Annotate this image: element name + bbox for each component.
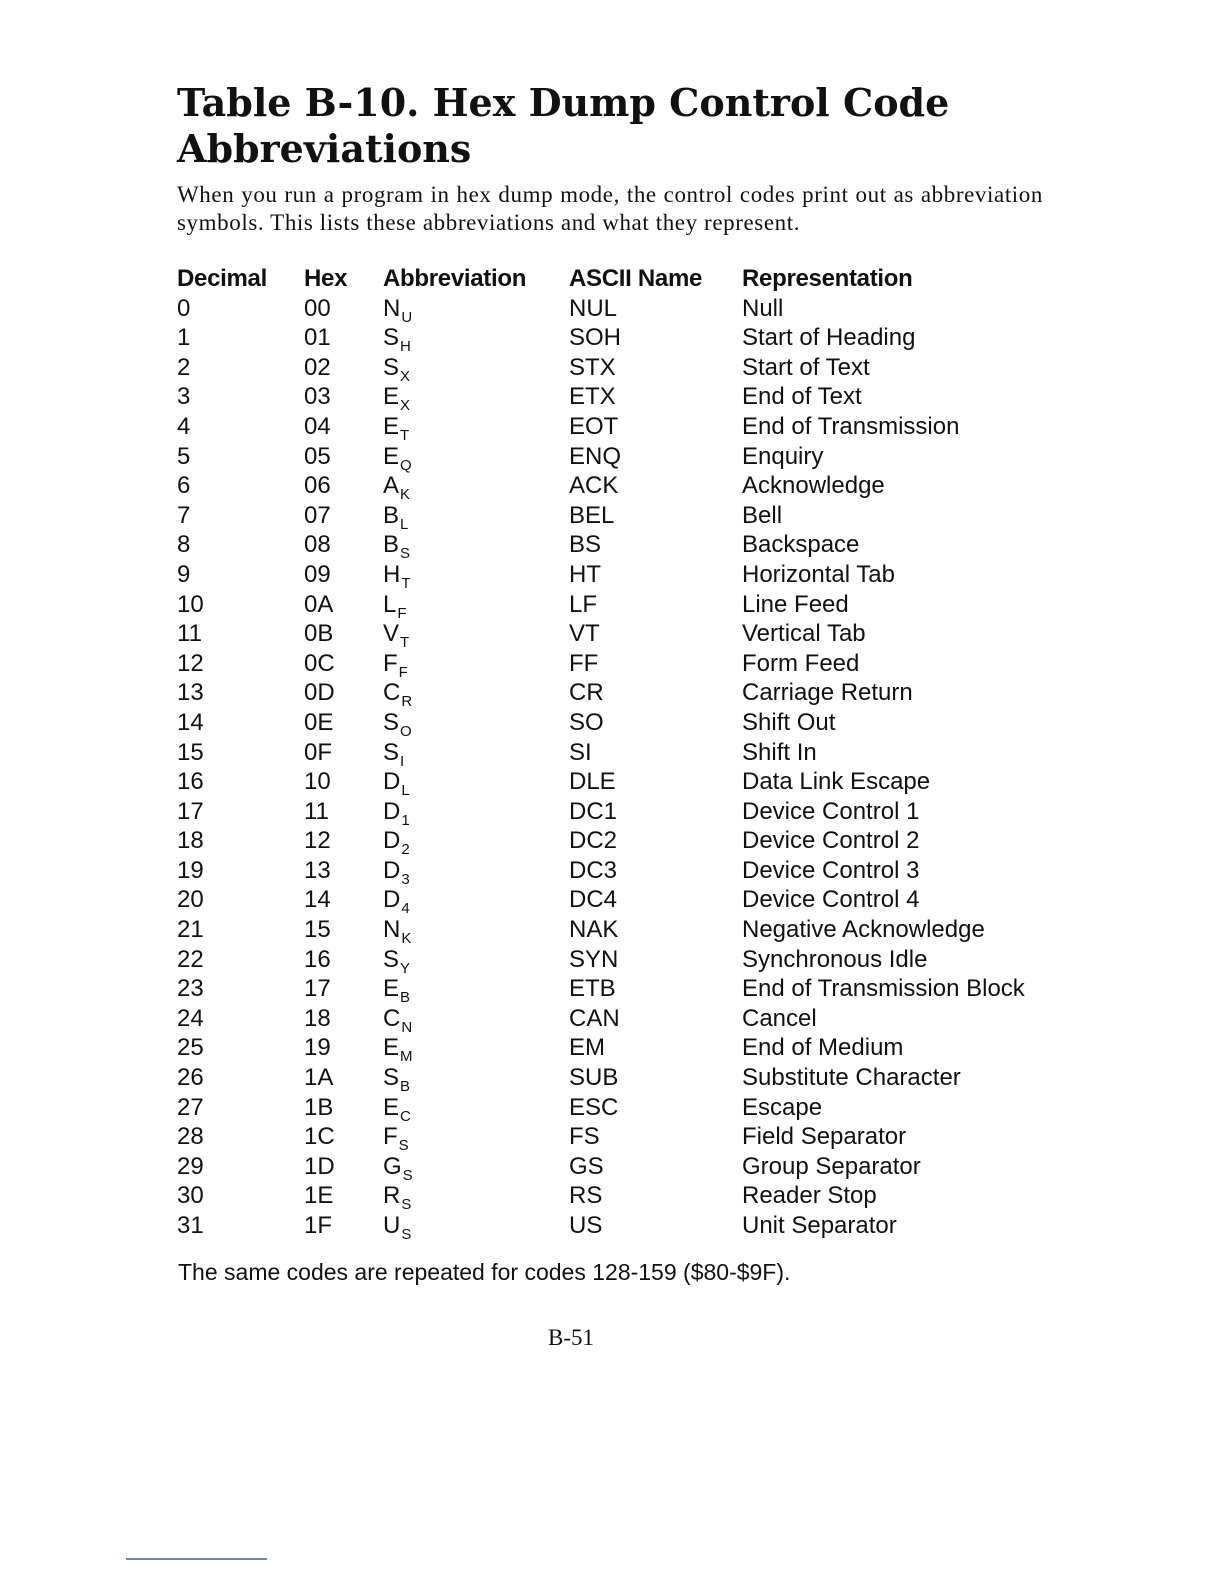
abbreviation-subscript: F <box>397 604 407 622</box>
abbreviation-letter: C <box>383 679 401 707</box>
abbreviation-letter: S <box>383 738 400 766</box>
header-hex: Hex <box>304 265 348 292</box>
ascii-name-cell: NAK <box>569 916 619 944</box>
hex-cell: 08 <box>304 531 331 559</box>
hex-cell: 0F <box>304 738 333 766</box>
abbreviation-cell <box>383 471 410 504</box>
abbreviation-subscript: T <box>401 574 411 592</box>
ascii-name-cell: EOT <box>569 412 619 440</box>
table-row <box>177 382 1057 415</box>
abbreviation-subscript: Q <box>400 456 412 474</box>
abbreviation-subscript: C <box>400 1107 411 1125</box>
hex-cell: 1A <box>304 1064 334 1092</box>
abbreviation-cell <box>383 590 407 623</box>
decimal-cell: 5 <box>177 442 191 470</box>
decimal-cell: 22 <box>177 945 204 973</box>
abbreviation-letter: D <box>383 768 401 796</box>
abbreviation-letter: E <box>383 383 400 411</box>
abbreviation-cell <box>383 323 411 356</box>
abbreviation-cell <box>383 412 409 445</box>
abbreviation-cell <box>383 1152 413 1185</box>
abbreviation-letter: S <box>383 945 400 973</box>
ascii-name-cell: ACK <box>569 472 619 500</box>
abbreviation-letter: S <box>383 708 400 736</box>
abbreviation-cell <box>383 738 404 771</box>
table-header-row <box>177 264 1057 294</box>
table-row <box>177 353 1057 383</box>
ascii-name-cell: EM <box>569 1034 605 1062</box>
abbreviation-subscript: U <box>401 308 413 326</box>
page-title: Table B-10. Hex Dump Control Code Abbreviations <box>177 80 950 171</box>
decimal-cell: 15 <box>177 738 204 766</box>
ascii-name-cell: SO <box>569 708 604 736</box>
hex-cell: 01 <box>304 324 331 352</box>
ascii-name-cell: SYN <box>569 945 619 973</box>
decimal-cell: 20 <box>177 886 204 914</box>
representation-cell: Shift In <box>742 738 817 766</box>
ascii-name-cell: VT <box>569 620 600 648</box>
ascii-name-cell: BS <box>569 531 602 559</box>
abbreviation-cell <box>383 382 410 415</box>
hex-cell: 13 <box>304 856 331 884</box>
abbreviation-subscript: 3 <box>401 870 410 888</box>
abbreviation-subscript: M <box>400 1048 413 1066</box>
abbreviation-cell <box>383 678 412 711</box>
decimal-cell: 18 <box>177 827 204 855</box>
ascii-name-cell: DC4 <box>569 886 618 914</box>
abbreviation-letter: F <box>383 1123 398 1151</box>
abbreviation-subscript: T <box>400 426 410 444</box>
control-code-table <box>177 264 1057 1241</box>
ascii-name-cell: SI <box>569 738 592 766</box>
abbreviation-cell <box>383 915 411 948</box>
decimal-cell: 24 <box>177 1004 204 1032</box>
table-row <box>177 1211 1057 1241</box>
representation-cell: Bell <box>742 501 783 529</box>
table-row <box>177 738 1057 768</box>
decimal-cell: 12 <box>177 649 204 677</box>
abbreviation-letter: E <box>383 975 400 1003</box>
hex-cell: 1F <box>304 1212 333 1239</box>
ascii-name-cell: US <box>569 1212 603 1239</box>
header-ascii-name: ASCII Name <box>569 265 703 292</box>
decimal-cell: 30 <box>177 1182 204 1210</box>
table-row <box>177 471 1057 504</box>
abbreviation-subscript: H <box>400 338 411 356</box>
ascii-name-cell: FS <box>569 1123 600 1151</box>
table-row <box>177 797 1057 827</box>
representation-cell: Escape <box>742 1093 823 1121</box>
table-row <box>177 856 1057 886</box>
table-row <box>177 885 1057 918</box>
decimal-cell: 29 <box>177 1152 204 1180</box>
representation-cell: End of Transmission <box>742 412 960 440</box>
table-row <box>177 530 1057 563</box>
table-row <box>177 767 1057 800</box>
representation-cell: Synchronous Idle <box>742 945 928 973</box>
ascii-name-cell: ETX <box>569 383 616 411</box>
abbreviation-cell <box>383 501 408 534</box>
abbreviation-subscript: Y <box>400 959 411 977</box>
representation-cell: Form Feed <box>742 649 860 677</box>
hex-cell: 1E <box>304 1182 334 1210</box>
abbreviation-subscript: 2 <box>401 841 410 859</box>
abbreviation-letter: B <box>383 501 400 529</box>
table-row <box>177 501 1057 531</box>
representation-cell: Device Control 2 <box>742 827 920 855</box>
table-row <box>177 708 1057 738</box>
hex-cell: 18 <box>304 1004 331 1032</box>
abbreviation-cell <box>383 1181 411 1214</box>
hex-cell: 09 <box>304 560 331 588</box>
abbreviation-letter: S <box>383 324 400 352</box>
abbreviation-cell <box>383 826 410 859</box>
representation-cell: Substitute Character <box>742 1064 961 1092</box>
representation-cell: Group Separator <box>742 1152 921 1180</box>
representation-cell: Carriage Return <box>742 679 913 707</box>
representation-cell: Start of Heading <box>742 324 916 352</box>
abbreviation-subscript: B <box>400 1078 411 1096</box>
table-row <box>177 826 1057 859</box>
representation-cell: End of Text <box>742 383 862 411</box>
hex-cell: 11 <box>304 797 329 825</box>
representation-cell: Device Control 3 <box>742 856 920 884</box>
abbreviation-cell <box>383 619 409 652</box>
abbreviation-letter: D <box>383 886 401 914</box>
abbreviation-subscript: X <box>400 367 411 385</box>
decimal-cell: 25 <box>177 1034 204 1062</box>
abbreviation-subscript: R <box>401 693 413 711</box>
abbreviation-subscript: L <box>401 782 410 800</box>
abbreviation-cell <box>383 797 410 830</box>
abbreviation-cell <box>383 442 412 475</box>
abbreviation-subscript: B <box>400 989 411 1007</box>
abbreviation-cell <box>383 1004 412 1037</box>
hex-cell: 07 <box>304 501 331 529</box>
abbreviation-letter: E <box>383 1093 400 1121</box>
abbreviation-letter: R <box>383 1182 401 1210</box>
hex-cell: 00 <box>304 294 331 322</box>
abbreviation-subscript: O <box>400 722 412 740</box>
decimal-cell: 28 <box>177 1123 204 1151</box>
abbreviation-letter: B <box>383 531 400 559</box>
abbreviation-subscript: X <box>400 397 411 415</box>
hex-cell: 15 <box>304 916 331 944</box>
table-row <box>177 1093 1057 1123</box>
representation-cell: Null <box>742 294 784 322</box>
abbreviation-letter: S <box>383 353 400 381</box>
abbreviation-subscript: K <box>401 930 412 948</box>
intro-paragraph: When you run a program in hex dump mode, the control codes print out as abbreviation symbols. This lists these abbreviations and what they represent. <box>177 182 1043 235</box>
abbreviation-cell <box>383 1033 413 1066</box>
representation-cell: Vertical Tab <box>742 620 866 648</box>
decimal-cell: 21 <box>177 916 204 944</box>
representation-cell: Unit Separator <box>742 1212 897 1239</box>
decimal-cell: 31 <box>177 1212 204 1239</box>
ascii-name-cell: DC2 <box>569 827 618 855</box>
abbreviation-cell <box>383 1093 411 1126</box>
hex-cell: 03 <box>304 383 331 411</box>
representation-cell: Backspace <box>742 531 860 559</box>
ascii-name-cell: BEL <box>569 501 615 529</box>
hex-cell: 17 <box>304 975 331 1003</box>
abbreviation-subscript: S <box>401 1226 412 1243</box>
decimal-cell: 3 <box>177 383 191 411</box>
table-row <box>177 590 1057 620</box>
ascii-name-cell: STX <box>569 353 616 381</box>
header-decimal: Decimal <box>177 265 267 292</box>
hex-cell: 1D <box>304 1152 335 1180</box>
abbreviation-subscript: S <box>401 1196 412 1214</box>
ascii-name-cell: NUL <box>569 294 618 322</box>
representation-cell: Field Separator <box>742 1123 907 1151</box>
decimal-cell: 13 <box>177 679 204 707</box>
hex-cell: 0C <box>304 649 335 677</box>
representation-cell: End of Medium <box>742 1034 904 1062</box>
hex-cell: 0B <box>304 620 334 648</box>
hex-cell: 02 <box>304 353 331 381</box>
footer-note: The same codes are repeated for codes 128-159 ($80-$9F). <box>178 1259 791 1285</box>
hex-cell: 04 <box>304 412 331 440</box>
hex-cell: 0E <box>304 708 334 736</box>
table-row <box>177 1152 1057 1182</box>
abbreviation-subscript: 4 <box>401 900 410 918</box>
abbreviation-subscript: T <box>400 634 410 652</box>
decimal-cell: 10 <box>177 590 204 618</box>
ascii-name-cell: CAN <box>569 1004 620 1032</box>
abbreviation-letter: L <box>383 590 397 618</box>
abbreviation-cell <box>383 856 410 889</box>
table-row <box>177 442 1057 472</box>
ascii-name-cell: HT <box>569 560 601 588</box>
representation-cell: Data Link Escape <box>742 768 931 796</box>
abbreviation-cell <box>383 708 412 741</box>
abbreviation-letter: D <box>383 827 401 855</box>
table-row <box>177 1063 1057 1096</box>
decimal-cell: 9 <box>177 560 191 588</box>
ascii-name-cell: ETB <box>569 975 616 1003</box>
table-row <box>177 1122 1057 1155</box>
header-representation: Representation <box>742 265 913 292</box>
table-body <box>177 294 1057 1241</box>
table-row <box>177 974 1057 1007</box>
hex-cell: 19 <box>304 1034 331 1062</box>
ascii-name-cell: RS <box>569 1182 603 1210</box>
abbreviation-cell <box>383 1122 409 1155</box>
abbreviation-cell <box>383 767 410 800</box>
representation-cell: Reader Stop <box>742 1182 877 1210</box>
decimal-cell: 14 <box>177 708 204 736</box>
table-row <box>177 619 1057 652</box>
decimal-cell: 7 <box>177 501 191 529</box>
table-row <box>177 1004 1057 1034</box>
abbreviation-letter: E <box>383 442 400 470</box>
page-number: B-51 <box>548 1325 594 1350</box>
representation-cell: Device Control 1 <box>742 797 920 825</box>
abbreviation-cell <box>383 353 410 386</box>
abbreviation-cell <box>383 945 410 978</box>
ascii-name-cell: DC1 <box>569 797 618 825</box>
abbreviation-cell <box>383 974 410 1007</box>
ascii-name-cell: LF <box>569 590 598 618</box>
table-row <box>177 294 1057 324</box>
abbreviation-subscript: 1 <box>401 811 410 829</box>
abbreviation-letter: C <box>383 1004 401 1032</box>
abbreviation-cell <box>383 294 412 327</box>
bottom-rule <box>126 1558 267 1560</box>
abbreviation-letter: N <box>383 916 401 944</box>
abbreviation-cell <box>383 560 411 593</box>
table-row <box>177 678 1057 711</box>
hex-cell: 10 <box>304 768 331 796</box>
hex-cell: 1B <box>304 1093 334 1121</box>
abbreviation-cell <box>383 1211 411 1244</box>
representation-cell: Device Control 4 <box>742 886 920 914</box>
ascii-name-cell: ENQ <box>569 442 622 470</box>
abbreviation-subscript: S <box>398 1137 409 1155</box>
decimal-cell: 16 <box>177 768 204 796</box>
abbreviation-subscript: F <box>398 663 408 681</box>
abbreviation-cell <box>383 1063 410 1096</box>
abbreviation-letter: G <box>383 1152 402 1180</box>
table-row <box>177 412 1057 442</box>
hex-cell: 05 <box>304 442 331 470</box>
table-row <box>177 560 1057 590</box>
hex-cell: 0A <box>304 590 334 618</box>
ascii-name-cell: CR <box>569 679 604 707</box>
representation-cell: Horizontal Tab <box>742 560 895 588</box>
decimal-cell: 27 <box>177 1093 204 1121</box>
ascii-name-cell: DLE <box>569 768 616 796</box>
abbreviation-letter: U <box>383 1212 401 1239</box>
decimal-cell: 23 <box>177 975 204 1003</box>
abbreviation-letter: V <box>383 620 400 648</box>
representation-cell: Shift Out <box>742 708 836 736</box>
abbreviation-letter: E <box>383 412 400 440</box>
representation-cell: Start of Text <box>742 353 870 381</box>
abbreviation-letter: S <box>383 1064 400 1092</box>
table-row <box>177 649 1057 679</box>
abbreviation-letter: D <box>383 797 401 825</box>
abbreviation-cell <box>383 885 410 918</box>
hex-cell: 12 <box>304 827 331 855</box>
decimal-cell: 6 <box>177 472 191 500</box>
decimal-cell: 11 <box>177 620 202 648</box>
hex-cell: 16 <box>304 945 331 973</box>
ascii-name-cell: SUB <box>569 1064 619 1092</box>
abbreviation-subscript: S <box>402 1166 413 1184</box>
table-row <box>177 1181 1057 1214</box>
header-abbreviation: Abbreviation <box>383 265 527 292</box>
decimal-cell: 0 <box>177 294 191 322</box>
table-row <box>177 945 1057 975</box>
abbreviation-subscript: L <box>400 515 409 533</box>
hex-cell: 1C <box>304 1123 335 1151</box>
decimal-cell: 17 <box>177 797 204 825</box>
table-row <box>177 915 1057 948</box>
abbreviation-subscript: S <box>400 545 411 563</box>
abbreviation-letter: E <box>383 1034 400 1062</box>
decimal-cell: 8 <box>177 531 191 559</box>
decimal-cell: 19 <box>177 856 204 884</box>
ascii-name-cell: GS <box>569 1152 604 1180</box>
hex-cell: 0D <box>304 679 335 707</box>
representation-cell: Line Feed <box>742 590 849 618</box>
ascii-name-cell: DC3 <box>569 856 618 884</box>
hex-cell: 06 <box>304 472 331 500</box>
ascii-name-cell: ESC <box>569 1093 619 1121</box>
decimal-cell: 26 <box>177 1064 204 1092</box>
representation-cell: Acknowledge <box>742 472 885 500</box>
abbreviation-letter: N <box>383 294 401 322</box>
hex-cell: 14 <box>304 886 331 914</box>
abbreviation-letter: F <box>383 649 398 677</box>
abbreviation-subscript: I <box>400 752 405 770</box>
representation-cell: Enquiry <box>742 442 824 470</box>
abbreviation-subscript: N <box>401 1018 413 1036</box>
representation-cell: Cancel <box>742 1004 817 1032</box>
decimal-cell: 1 <box>177 324 191 352</box>
abbreviation-subscript: K <box>400 486 411 504</box>
ascii-name-cell: SOH <box>569 324 622 352</box>
abbreviation-letter: A <box>383 472 400 500</box>
decimal-cell: 4 <box>177 412 191 440</box>
abbreviation-cell <box>383 649 408 682</box>
decimal-cell: 2 <box>177 353 191 381</box>
table-row <box>177 323 1057 356</box>
abbreviation-letter: D <box>383 856 401 884</box>
representation-cell: End of Transmission Block <box>742 975 1025 1003</box>
abbreviation-cell <box>383 530 410 563</box>
abbreviation-letter: H <box>383 560 401 588</box>
ascii-name-cell: FF <box>569 649 599 677</box>
table-row <box>177 1033 1057 1066</box>
representation-cell: Negative Acknowledge <box>742 916 985 944</box>
